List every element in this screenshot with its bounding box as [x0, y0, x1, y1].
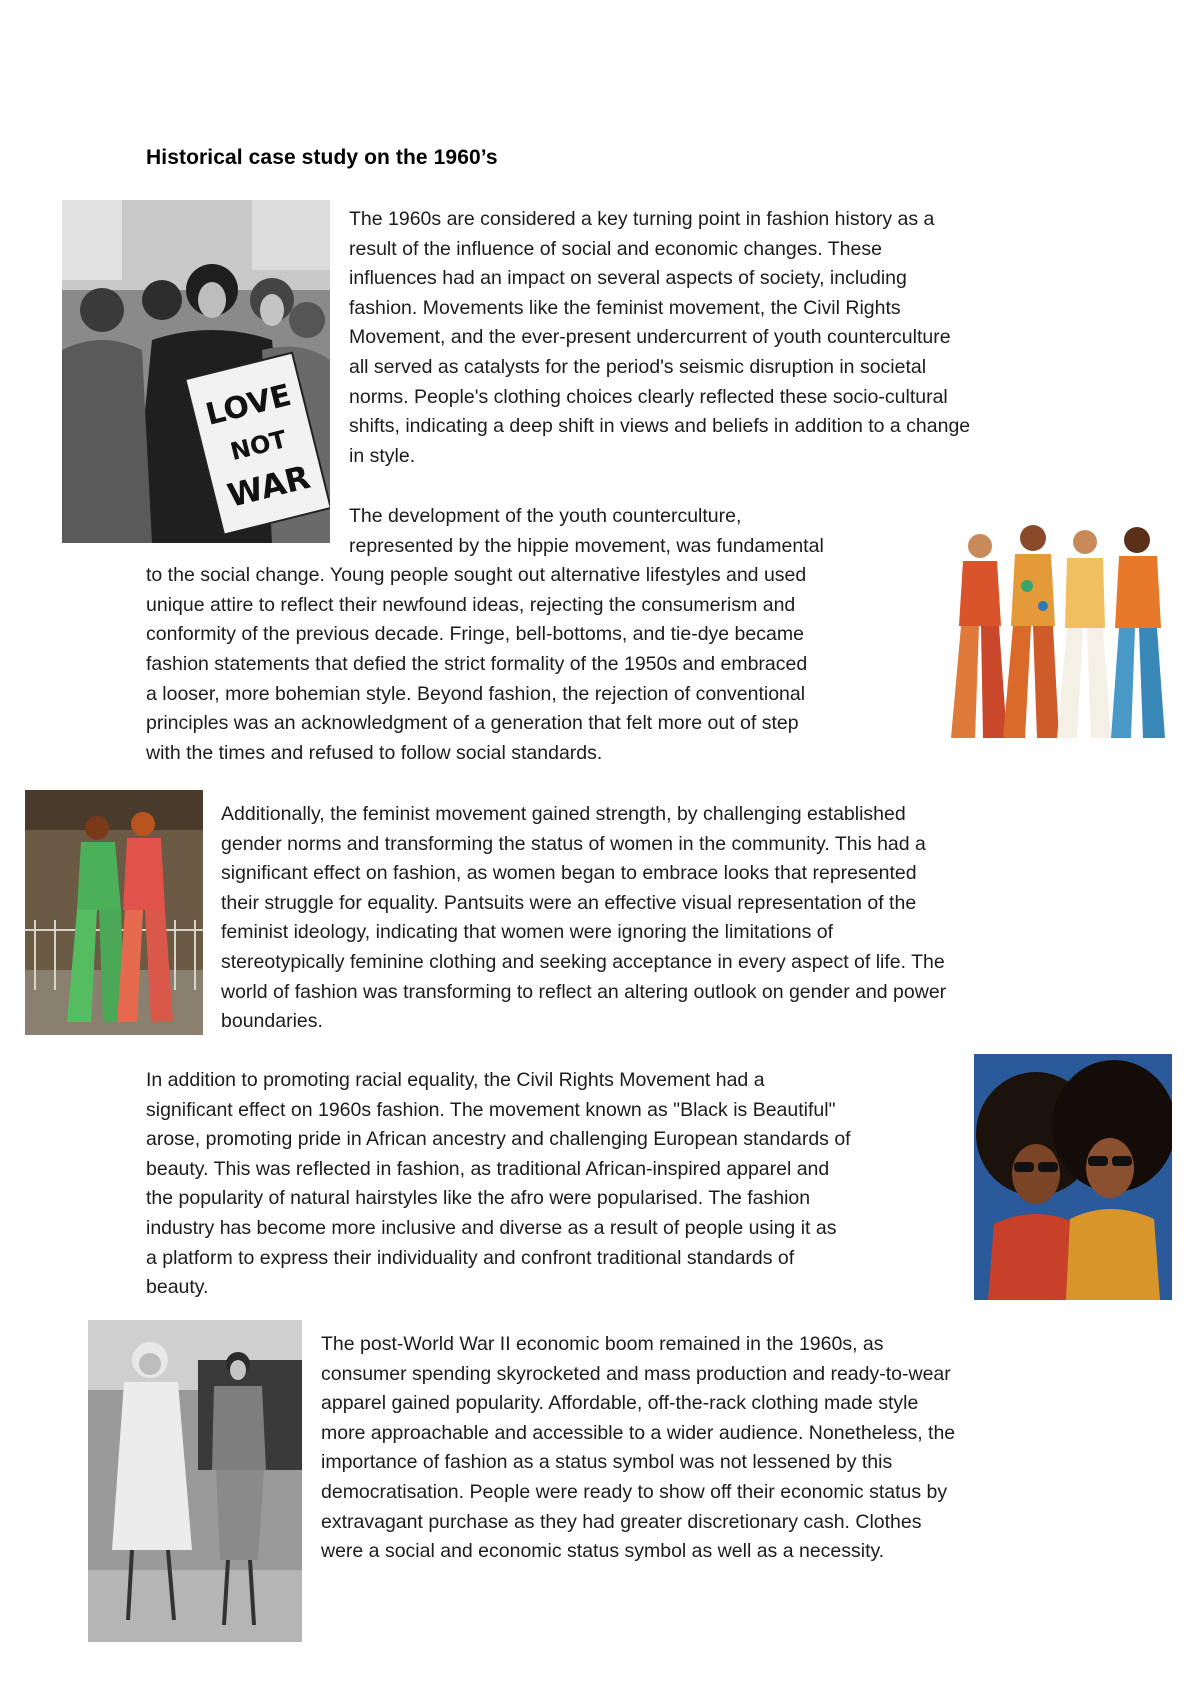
page-title: Historical case study on the 1960’s	[146, 146, 498, 169]
svg-text:WAR: WAR	[223, 457, 314, 515]
ready-to-wear-photo	[88, 1320, 302, 1642]
paragraph-economic-boom: The post-World War II economic boom remained in the 1960s, as consumer spending skyrocketed and mass production and ready-to-wear apparel gained popularity. Affordable, off-the-rack clothing made style more approachable and accessible to a wider audience. Nonetheless, the importance of fashion as a status symbol was not lessened by this democratisation. People were ready to show off their economic status by extravagant purchase as they had greater discretionary cash. Clothes were a social and economic status symbol as well as a necessity.	[321, 1333, 956, 1563]
svg-text:NOT: NOT	[227, 425, 290, 467]
protest-sign-text: LOVE	[202, 377, 295, 433]
paragraph-intro: The 1960s are considered a key turning point in fashion history as a result of the influence of social and economic changes. These influences had an impact on several aspects of society, including fashion. Movements like the feminist movement, the Civil Rights Movement, and the ever-present undercurrent of youth counterculture all served as catalysts for the period's seismic disruption in societal norms. People's clothing choices clearly reflected these socio-cultural shifts, indicating a deep shift in views and beliefs in addition to a change in style.	[349, 208, 971, 467]
afro-portrait-photo	[974, 1054, 1172, 1300]
pantsuit-photo	[25, 790, 203, 1035]
paragraph-feminist: Additionally, the feminist movement gained strength, by challenging established gender norms and transforming the status of women in the community. This had a significant effect on fashion, as women began to embrace looks that represented their struggle for equality. Pantsuits were an effective visual representation of the feminist ideology, indicating that women were ignoring the limitations of stereotypically feminine clothing and seeking acceptance in every aspect of life. The world of fashion was transforming to reflect an altering outlook on gender and power boundaries.	[221, 803, 947, 1033]
protest-photo	[62, 200, 330, 543]
paragraph-counterculture: The development of the youth counterculture, represented by the hippie movement, was fundamental to the social change. Young people sought out alternative lifestyles and used unique attire to reflect their newfound ideas, rejecting the consumerism and conformity of the previous decade. Fringe, bell-bottoms, and tie-dye became fashion statements that defied the strict formality of the 1950s and embraced a looser, more bohemian style. Beyond fashion, the rejection of conventional principles was an acknowledgment of a generation that felt more out of step with the times and refused to follow social standards.	[146, 505, 824, 764]
hippie-illustration	[945, 516, 1175, 746]
paragraph-civil-rights: In addition to promoting racial equality, the Civil Rights Movement had a significant effect on 1960s fashion. The movement known as "Black is Beautiful" arose, promoting pride in African ancestry and challenging European standards of beauty. This was reflected in fashion, as traditional African-inspired apparel and the popularity of natural hairstyles like the afro were popularised. The fashion industry has become more inclusive and diverse as a result of people using it as a platform to express their individuality and confront traditional standards of beauty.	[146, 1069, 851, 1299]
